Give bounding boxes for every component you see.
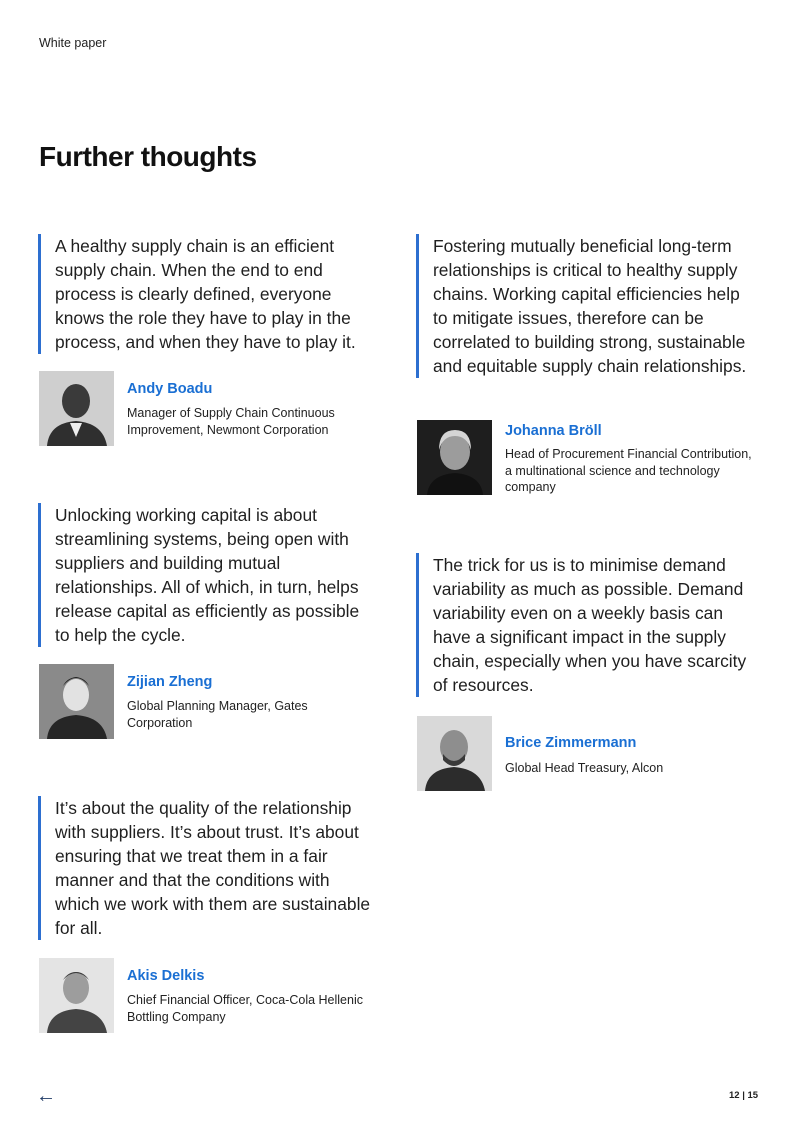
person-role: Global Head Treasury, Alcon xyxy=(505,761,664,775)
portrait-photo xyxy=(417,420,492,495)
person-name: Zijian Zheng xyxy=(127,674,213,690)
person-role: Global Planning Manager, Gates Corporation xyxy=(127,699,308,730)
person-name: Johanna Bröll xyxy=(505,423,602,439)
person-name: Andy Boadu xyxy=(127,381,213,397)
person-name: Akis Delkis xyxy=(127,968,205,984)
person-brice-zimmermann xyxy=(417,716,767,792)
person-role: Chief Financial Officer, Coca-Cola Hellenic Bottling Company xyxy=(127,993,363,1024)
person-role: Manager of Supply Chain Continuous Improvement, Newmont Corporation xyxy=(127,406,335,437)
quote-andy-boadu: A healthy supply chain is an efficient supply chain. When the end to end process is clearly defined, everyone knows the role they have to play in the process, and when they have to play it. xyxy=(38,234,367,354)
portrait-photo xyxy=(39,664,114,739)
portrait-photo xyxy=(417,716,492,791)
page-title: Further thoughts xyxy=(39,141,257,172)
person-role: Head of Procurement Financial Contribution, a multinational science and technology company xyxy=(505,447,752,494)
quote-johanna-broell: Fostering mutually beneficial long-term relationships is critical to healthy supply chains. Working capital efficiencies help to mitigate issues, therefore can be correlated to building strong, sustainable and equitable supply chain relationships. xyxy=(416,234,755,378)
portrait-photo xyxy=(39,371,114,446)
header-label: White paper xyxy=(39,36,107,50)
quote-brice-zimmermann: The trick for us is to minimise demand variability as much as possible. Demand variability even on a weekly basis can have a significant impact in the supply chain, especially when you have scarcity of resources. xyxy=(416,553,763,697)
quote-akis-delkis: It’s about the quality of the relationship with suppliers. It’s about trust. It’s about ensuring that we treat them in a fair manner and that the conditions with which we work with them are sustainable for all. xyxy=(38,796,377,940)
person-akis-delkis xyxy=(39,958,399,1034)
portrait-photo xyxy=(39,958,114,1033)
page-number: 12 | 15 xyxy=(729,1090,759,1101)
arrow-left-icon[interactable]: ← xyxy=(36,1085,56,1107)
person-johanna-broell xyxy=(417,420,767,496)
person-name: Brice Zimmermann xyxy=(505,735,637,751)
person-zijian-zheng xyxy=(39,664,389,740)
quote-zijian-zheng: Unlocking working capital is about streamlining systems, being open with suppliers and building mutual relationships. All of which, in turn, helps release capital as efficiently as possible to help the cycle. xyxy=(38,503,377,647)
person-andy-boadu xyxy=(39,371,389,447)
